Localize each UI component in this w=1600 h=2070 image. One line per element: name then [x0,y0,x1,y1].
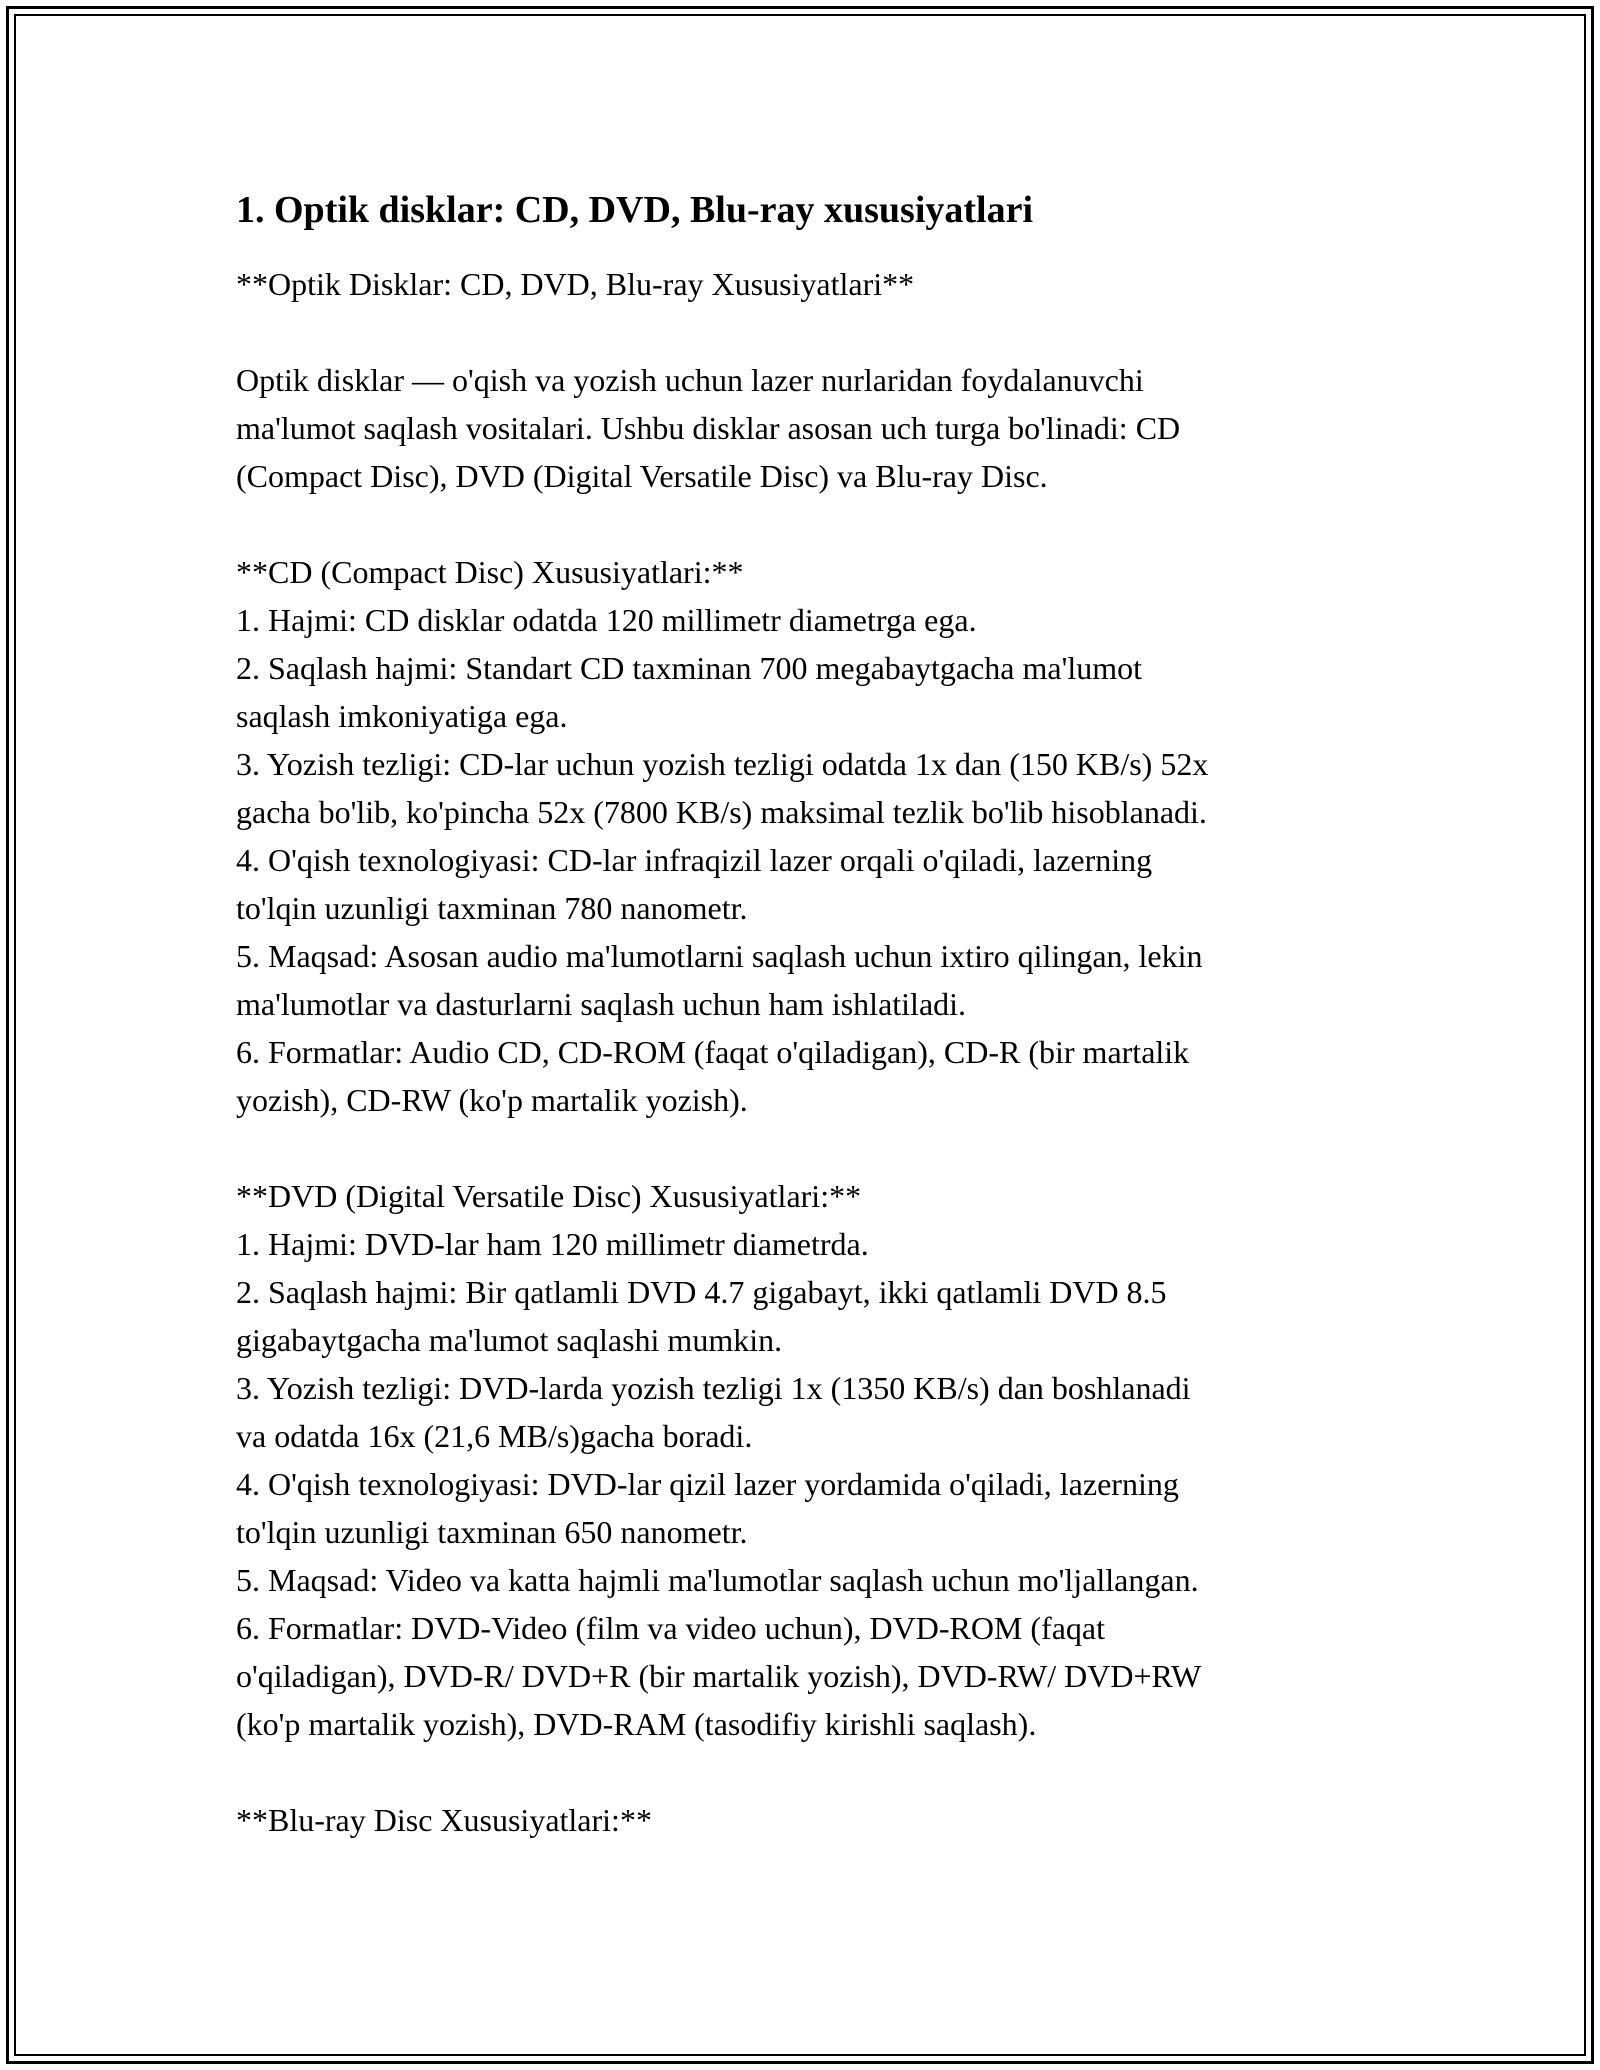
text-line: **CD (Compact Disc) Xususiyatlari:** [236,554,744,590]
text-line: to'lqin uzunligi taxminan 780 nanometr. [236,890,748,926]
text-line: (ko'p martalik yozish), DVD-RAM (tasodifiy kirishli saqlash). [236,1706,1037,1742]
text-line: saqlash imkoniyatiga ega. [236,698,568,734]
text-line [236,308,1376,356]
text-line: 1. Hajmi: CD disklar odatda 120 millimetr diametrga ega. [236,602,977,638]
text-line: **DVD (Digital Versatile Disc) Xususiyatlari:** [236,1178,862,1214]
text-line: 4. O'qish texnologiyasi: DVD-lar qizil lazer yordamida o'qiladi, lazerning [236,1466,1179,1502]
document-lines [236,260,1376,1844]
text-line: 6. Formatlar: DVD-Video (film va video uchun), DVD-ROM (faqat [236,1610,1105,1646]
text-line: ma'lumot saqlash vositalari. Ushbu disklar asosan uch turga bo'linadi: CD [236,410,1181,446]
document-body [236,186,1376,1844]
text-line: to'lqin uzunligi taxminan 650 nanometr. [236,1514,748,1550]
text-line: 5. Maqsad: Asosan audio ma'lumotlarni saqlash uchun ixtiro qilingan, lekin [236,938,1203,974]
text-line: 5. Maqsad: Video va katta hajmli ma'lumotlar saqlash uchun mo'ljallangan. [236,1562,1199,1598]
text-line: va odatda 16x (21,6 MB/s)gacha boradi. [236,1418,753,1454]
text-line: 1. Hajmi: DVD-lar ham 120 millimetr diametrda. [236,1226,869,1262]
text-line [236,1748,1376,1796]
text-line: **Blu-ray Disc Xususiyatlari:** [236,1802,652,1838]
text-line [236,1124,1376,1172]
text-line: 2. Saqlash hajmi: Bir qatlamli DVD 4.7 gigabayt, ikki qatlamli DVD 8.5 [236,1274,1167,1310]
document-title: 1. Optik disklar: CD, DVD, Blu-ray xususiyatlari [236,189,1034,231]
text-line: yozish), CD-RW (ko'p martalik yozish). [236,1082,748,1118]
text-line: gacha bo'lib, ko'pincha 52x (7800 KB/s) maksimal tezlik bo'lib hisoblanadi. [236,794,1207,830]
text-line: gigabaytgacha ma'lumot saqlashi mumkin. [236,1322,783,1358]
text-line: 3. Yozish tezligi: DVD-larda yozish tezligi 1x (1350 KB/s) dan boshlanadi [236,1370,1191,1406]
text-line: 2. Saqlash hajmi: Standart CD taxminan 700 megabaytgacha ma'lumot [236,650,1143,686]
text-line: 4. O'qish texnologiyasi: CD-lar infraqizil lazer orqali o'qiladi, lazerning [236,842,1153,878]
text-line: ma'lumotlar va dasturlarni saqlash uchun ham ishlatiladi. [236,986,967,1022]
text-line: o'qiladigan), DVD-R/ DVD+R (bir martalik yozish), DVD-RW/ DVD+RW [236,1658,1202,1694]
text-line: (Compact Disc), DVD (Digital Versatile Disc) va Blu-ray Disc. [236,458,1048,494]
text-line: 3. Yozish tezligi: CD-lar uchun yozish tezligi odatda 1x dan (150 KB/s) 52x [236,746,1209,782]
text-line: Optik disklar — o'qish va yozish uchun lazer nurlaridan foydalanuvchi [236,362,1144,398]
text-line: **Optik Disklar: CD, DVD, Blu-ray Xususiyatlari** [236,266,915,302]
text-line: 6. Formatlar: Audio CD, CD-ROM (faqat o'qiladigan), CD-R (bir martalik [236,1034,1190,1070]
text-line [236,500,1376,548]
